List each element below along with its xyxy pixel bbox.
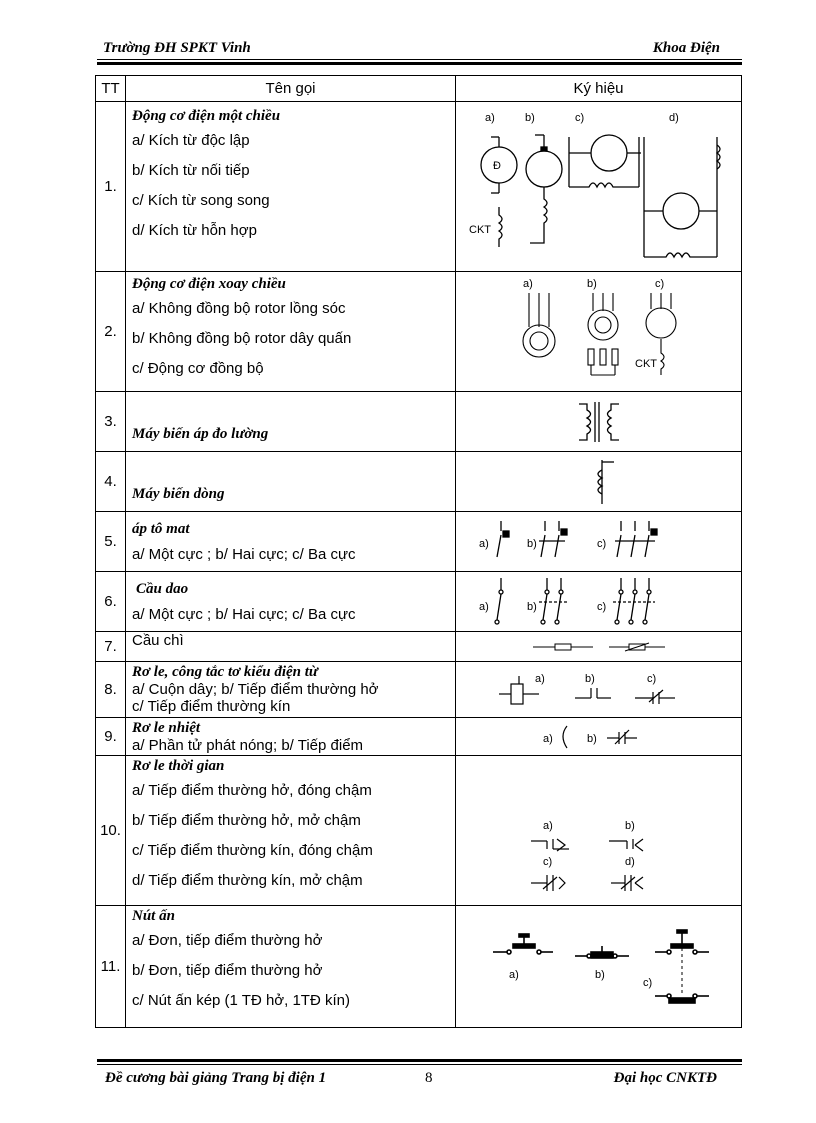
thermal-relay-symbols <box>539 722 659 752</box>
time-relay-symbols <box>529 817 669 895</box>
row-name <box>126 756 456 906</box>
row-name <box>126 632 456 662</box>
row-item: a/ Không đồng bộ rotor lồng sóc <box>132 300 346 317</box>
footer-rule-thin <box>97 1064 742 1065</box>
ckt-label: CKT <box>468 223 491 236</box>
table-row <box>96 572 742 632</box>
label-b: b) <box>586 277 597 290</box>
ac-motor-symbols <box>509 277 689 387</box>
header-school: Trường ĐH SPKT Vinh <box>103 40 251 56</box>
push-button-symbols <box>479 922 719 1012</box>
row-name <box>126 392 456 452</box>
row-name <box>126 512 456 572</box>
row-number: 6. <box>96 572 126 632</box>
header-rule-thin <box>97 59 742 60</box>
label-c: c) <box>596 600 606 613</box>
row-item: d/ Kích từ hỗn hợp <box>132 222 257 239</box>
row-number: 8. <box>96 662 126 718</box>
page-number: 8 <box>425 1070 433 1086</box>
row-item: a/ Cuộn dây; b/ Tiếp điểm thường hở <box>132 681 379 698</box>
label-a: a) <box>534 672 545 685</box>
col-name: Tên gọi <box>126 76 456 102</box>
knife-switch-symbols <box>479 576 719 628</box>
row-title: áp tô mat <box>132 520 190 537</box>
row-item: c/ Động cơ đồng bộ <box>132 360 264 377</box>
row-item: a/ Một cực ; b/ Hai cực; c/ Ba cực <box>132 605 356 623</box>
row-number: 4. <box>96 452 126 512</box>
label-a: a) <box>484 111 495 124</box>
label-c: c) <box>542 856 552 868</box>
label-d: d) <box>624 856 635 868</box>
table-row <box>96 632 742 662</box>
motor-letter: Đ <box>492 159 501 172</box>
row-item: Cầu chì <box>132 632 184 649</box>
label-b: b) <box>526 600 537 613</box>
label-c: c) <box>596 537 606 550</box>
symbol-cell <box>456 662 742 718</box>
label-c: c) <box>646 672 656 685</box>
label-b: b) <box>594 968 605 981</box>
row-item: d/ Tiếp điểm thường kín, mở chậm <box>132 872 363 889</box>
symbol-cell <box>456 272 742 392</box>
fuse-symbols <box>529 640 669 654</box>
label-a: a) <box>478 600 489 613</box>
table-row <box>96 906 742 1028</box>
label-c: c) <box>642 976 652 989</box>
row-item: a/ Kích từ độc lập <box>132 132 250 149</box>
row-number: 11. <box>96 906 126 1028</box>
header-rule-thick <box>97 62 742 65</box>
row-item: b/ Kích từ nối tiếp <box>132 162 250 179</box>
table-header-row <box>96 76 742 102</box>
page-header <box>97 40 742 58</box>
label-a: a) <box>478 537 489 550</box>
label-b: b) <box>526 537 537 550</box>
row-title: Nút ấn <box>132 908 175 924</box>
row-number: 3. <box>96 392 126 452</box>
symbol-cell <box>456 392 742 452</box>
table-row <box>96 662 742 718</box>
header-department: Khoa Điện <box>652 40 720 56</box>
circuit-breaker-symbols <box>479 517 719 567</box>
row-number: 1. <box>96 102 126 272</box>
row-item: a/ Phần tử phát nóng; b/ Tiếp điểm <box>132 737 364 754</box>
footer-rule-thick <box>97 1059 742 1062</box>
row-name <box>126 102 456 272</box>
table-row <box>96 392 742 452</box>
label-a: a) <box>522 277 533 290</box>
label-b: b) <box>586 732 597 745</box>
row-item: c/ Nút ấn kép (1 TĐ hở, 1TĐ kín) <box>132 992 350 1009</box>
symbol-cell <box>456 632 742 662</box>
table-row <box>96 102 742 272</box>
current-transformer-symbol <box>574 456 624 508</box>
row-item: b/ Đơn, tiếp điểm thường hở <box>132 962 323 979</box>
row-item: b/ Tiếp điểm thường hở, mở chậm <box>132 812 361 829</box>
row-title: Động cơ điện xoay chiều <box>132 276 286 292</box>
symbol-table <box>95 75 742 1028</box>
row-title: Rơ le, công tắc tơ kiểu điện từ <box>132 664 318 680</box>
table-row <box>96 756 742 906</box>
col-symbol: Ký hiệu <box>456 76 742 102</box>
symbol-cell <box>456 452 742 512</box>
row-title: Rơ le nhiệt <box>132 720 201 736</box>
symbol-cell <box>456 102 742 272</box>
label-a: a) <box>542 732 553 745</box>
relay-symbols <box>499 668 699 712</box>
row-name <box>126 662 456 718</box>
row-number: 2. <box>96 272 126 392</box>
table-row <box>96 272 742 392</box>
row-title: Máy biến dòng <box>132 486 225 502</box>
label-b: b) <box>624 820 635 832</box>
row-item: a/ Một cực ; b/ Hai cực; c/ Ba cực <box>132 545 356 563</box>
row-item: c/ Tiếp điểm thường kín, đóng chậm <box>132 842 373 859</box>
row-item: a/ Tiếp điểm thường hở, đóng chậm <box>132 782 372 799</box>
row-item: c/ Kích từ song song <box>132 192 270 209</box>
table-row <box>96 718 742 756</box>
table-row <box>96 512 742 572</box>
label-c: c) <box>574 111 584 124</box>
row-title: Rơ le thời gian <box>132 758 225 774</box>
label-b: b) <box>584 672 595 685</box>
ckt-label: CKT <box>634 357 657 370</box>
dc-motor-symbols <box>469 107 729 267</box>
row-number: 9. <box>96 718 126 756</box>
label-a: a) <box>508 968 519 981</box>
label-b: b) <box>524 111 535 124</box>
col-tt: TT <box>96 76 126 102</box>
symbol-cell <box>456 906 742 1028</box>
symbol-cell <box>456 756 742 906</box>
row-title: Cầu dao <box>136 580 189 597</box>
row-name <box>126 572 456 632</box>
row-title: Máy biến áp đo lường <box>132 426 269 442</box>
symbol-cell <box>456 512 742 572</box>
row-number: 7. <box>96 632 126 662</box>
footer-course: Đề cương bài giảng Trang bị điện 1 <box>105 1070 327 1086</box>
row-name <box>126 452 456 512</box>
row-number: 5. <box>96 512 126 572</box>
row-title: Động cơ điện một chiều <box>132 108 281 124</box>
symbol-cell <box>456 572 742 632</box>
row-name <box>126 906 456 1028</box>
row-item: b/ Không đồng bộ rotor dây quấn <box>132 330 352 347</box>
table-row <box>96 452 742 512</box>
label-d: d) <box>668 111 679 124</box>
footer-university: Đại học CNKTĐ <box>613 1070 717 1086</box>
label-c: c) <box>654 277 664 290</box>
row-item: a/ Đơn, tiếp điểm thường hở <box>132 932 323 949</box>
row-number: 10. <box>96 756 126 906</box>
row-name <box>126 718 456 756</box>
measuring-transformer-symbol <box>559 396 639 448</box>
label-a: a) <box>542 820 553 832</box>
row-item: c/ Tiếp điểm thường kín <box>132 698 291 715</box>
row-name <box>126 272 456 392</box>
symbol-cell <box>456 718 742 756</box>
